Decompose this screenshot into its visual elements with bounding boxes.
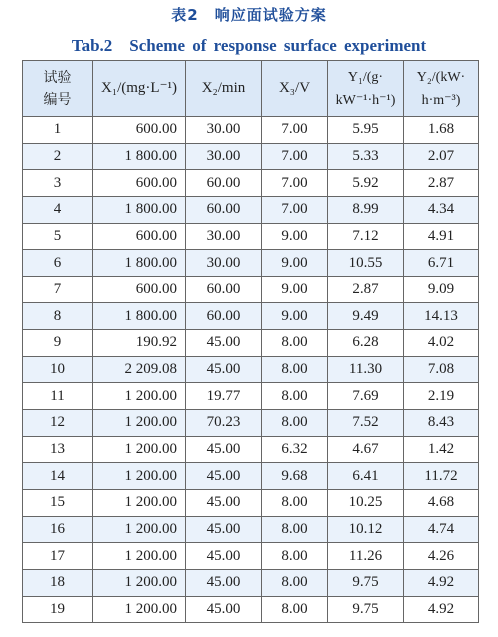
cell-x3: 8.00 [262, 516, 328, 543]
cell-x3: 8.00 [262, 489, 328, 516]
cell-y2: 6.71 [404, 250, 479, 277]
cell-x2: 30.00 [186, 117, 262, 144]
cell-y1: 9.49 [328, 303, 404, 330]
table-caption-en: Tab.2 Scheme of response surface experiment [71, 36, 427, 55]
cell-y1: 7.52 [328, 410, 404, 437]
cell-x1: 1 800.00 [93, 143, 186, 170]
table-caption-cn: 表2 响应面试验方案 [171, 6, 327, 24]
cell-x3: 8.00 [262, 569, 328, 596]
cell-x3: 7.00 [262, 143, 328, 170]
cell-x1: 1 800.00 [93, 303, 186, 330]
table-row [23, 223, 479, 250]
cell-x2: 45.00 [186, 543, 262, 570]
cell-y2: 11.72 [404, 463, 479, 490]
cell-run-number: 11 [23, 383, 93, 410]
cell-x1: 600.00 [93, 170, 186, 197]
cell-y1: 6.41 [328, 463, 404, 490]
cell-y2: 2.87 [404, 170, 479, 197]
cell-y1: 5.33 [328, 143, 404, 170]
cell-x2: 70.23 [186, 410, 262, 437]
table-row [23, 303, 479, 330]
cell-x1: 600.00 [93, 276, 186, 303]
cell-x1: 1 200.00 [93, 543, 186, 570]
cell-x1: 1 200.00 [93, 569, 186, 596]
cell-y1: 9.75 [328, 596, 404, 623]
cell-x1: 1 200.00 [93, 516, 186, 543]
cell-run-number: 18 [23, 569, 93, 596]
cell-x2: 45.00 [186, 330, 262, 357]
cell-run-number: 3 [23, 170, 93, 197]
cell-y2: 7.08 [404, 356, 479, 383]
cell-y1: 7.69 [328, 383, 404, 410]
cell-x3: 7.00 [262, 117, 328, 144]
cell-x2: 45.00 [186, 463, 262, 490]
cell-x3: 9.00 [262, 276, 328, 303]
cell-run-number: 10 [23, 356, 93, 383]
cell-y2: 4.68 [404, 489, 479, 516]
header-y1-line2: kW⁻¹·h⁻¹) [335, 92, 396, 108]
table-row [23, 410, 479, 437]
cell-x3: 8.00 [262, 596, 328, 623]
header-run-number-line2: 编号 [43, 91, 72, 108]
cell-run-number: 13 [23, 436, 93, 463]
cell-x2: 60.00 [186, 303, 262, 330]
cell-x1: 1 800.00 [93, 196, 186, 223]
cell-x1: 1 200.00 [93, 489, 186, 516]
header-x2: X₂/min [186, 61, 262, 117]
table-row [23, 489, 479, 516]
cell-x1: 190.92 [93, 330, 186, 357]
cell-run-number: 7 [23, 276, 93, 303]
table-row [23, 250, 479, 277]
cell-y2: 14.13 [404, 303, 479, 330]
header-run-number-line1: 试验 [43, 69, 72, 86]
cell-y2: 9.09 [404, 276, 479, 303]
cell-run-number: 9 [23, 330, 93, 357]
cell-y1: 2.87 [328, 276, 404, 303]
table-row [23, 143, 479, 170]
header-run-number [23, 61, 93, 117]
cell-y2: 4.92 [404, 596, 479, 623]
cell-x1: 600.00 [93, 117, 186, 144]
cell-run-number: 8 [23, 303, 93, 330]
cell-x2: 30.00 [186, 250, 262, 277]
cell-x2: 45.00 [186, 489, 262, 516]
header-y1 [328, 61, 404, 117]
cell-run-number: 5 [23, 223, 93, 250]
header-row [23, 61, 479, 117]
header-y2 [404, 61, 479, 117]
cell-y1: 5.95 [328, 117, 404, 144]
cell-y2: 4.91 [404, 223, 479, 250]
table-row [23, 330, 479, 357]
cell-x3: 9.68 [262, 463, 328, 490]
cell-y1: 11.30 [328, 356, 404, 383]
cell-y2: 4.92 [404, 569, 479, 596]
cell-run-number: 1 [23, 117, 93, 144]
table-row [23, 356, 479, 383]
cell-x1: 1 200.00 [93, 410, 186, 437]
table-row [23, 569, 479, 596]
cell-y1: 10.12 [328, 516, 404, 543]
cell-y2: 4.02 [404, 330, 479, 357]
cell-y1: 9.75 [328, 569, 404, 596]
table-row [23, 436, 479, 463]
table-row [23, 596, 479, 623]
table-row [23, 196, 479, 223]
cell-x3: 9.00 [262, 223, 328, 250]
cell-x3: 9.00 [262, 250, 328, 277]
cell-x2: 45.00 [186, 356, 262, 383]
cell-y1: 10.25 [328, 489, 404, 516]
cell-x3: 8.00 [262, 410, 328, 437]
table-row [23, 516, 479, 543]
cell-y2: 2.07 [404, 143, 479, 170]
cell-y2: 4.74 [404, 516, 479, 543]
cell-run-number: 4 [23, 196, 93, 223]
cell-x2: 60.00 [186, 276, 262, 303]
cell-x1: 1 800.00 [93, 250, 186, 277]
cell-y2: 1.68 [404, 117, 479, 144]
cell-run-number: 15 [23, 489, 93, 516]
cell-x2: 60.00 [186, 196, 262, 223]
cell-y1: 10.55 [328, 250, 404, 277]
cell-y2: 4.34 [404, 196, 479, 223]
cell-x2: 45.00 [186, 516, 262, 543]
header-y2-line2: h·m⁻³) [421, 92, 461, 108]
table-body [23, 117, 479, 623]
cell-x3: 8.00 [262, 356, 328, 383]
response-surface-table [22, 60, 479, 623]
table-row [23, 117, 479, 144]
table-row [23, 543, 479, 570]
cell-y2: 8.43 [404, 410, 479, 437]
cell-x3: 7.00 [262, 170, 328, 197]
cell-y1: 11.26 [328, 543, 404, 570]
table-row [23, 383, 479, 410]
table-row [23, 170, 479, 197]
header-x3: X₃/V [262, 61, 328, 117]
header-y2-line1: Y₂/(kW· [416, 69, 466, 85]
cell-run-number: 12 [23, 410, 93, 437]
cell-y1: 6.28 [328, 330, 404, 357]
cell-x3: 9.00 [262, 303, 328, 330]
cell-y1: 4.67 [328, 436, 404, 463]
table-row [23, 276, 479, 303]
cell-x2: 19.77 [186, 383, 262, 410]
cell-run-number: 2 [23, 143, 93, 170]
cell-run-number: 19 [23, 596, 93, 623]
cell-x2: 30.00 [186, 223, 262, 250]
cell-x2: 45.00 [186, 569, 262, 596]
cell-x1: 600.00 [93, 223, 186, 250]
header-y1-line1: Y₁/(g· [347, 69, 384, 85]
cell-x3: 8.00 [262, 543, 328, 570]
cell-x2: 45.00 [186, 436, 262, 463]
cell-x3: 8.00 [262, 330, 328, 357]
cell-run-number: 14 [23, 463, 93, 490]
cell-x1: 2 209.08 [93, 356, 186, 383]
cell-x3: 8.00 [262, 383, 328, 410]
cell-y1: 7.12 [328, 223, 404, 250]
cell-x3: 7.00 [262, 196, 328, 223]
cell-y2: 1.42 [404, 436, 479, 463]
cell-x1: 1 200.00 [93, 383, 186, 410]
cell-x1: 1 200.00 [93, 463, 186, 490]
cell-run-number: 6 [23, 250, 93, 277]
cell-y2: 4.26 [404, 543, 479, 570]
cell-x1: 1 200.00 [93, 436, 186, 463]
cell-x2: 60.00 [186, 170, 262, 197]
cell-run-number: 16 [23, 516, 93, 543]
cell-x3: 6.32 [262, 436, 328, 463]
cell-x2: 45.00 [186, 596, 262, 623]
table-header [23, 61, 479, 117]
cell-x1: 1 200.00 [93, 596, 186, 623]
cell-y1: 5.92 [328, 170, 404, 197]
table-row [23, 463, 479, 490]
cell-y2: 2.19 [404, 383, 479, 410]
cell-x2: 30.00 [186, 143, 262, 170]
header-x1: X₁/(mg·L⁻¹) [93, 61, 186, 117]
cell-run-number: 17 [23, 543, 93, 570]
cell-y1: 8.99 [328, 196, 404, 223]
